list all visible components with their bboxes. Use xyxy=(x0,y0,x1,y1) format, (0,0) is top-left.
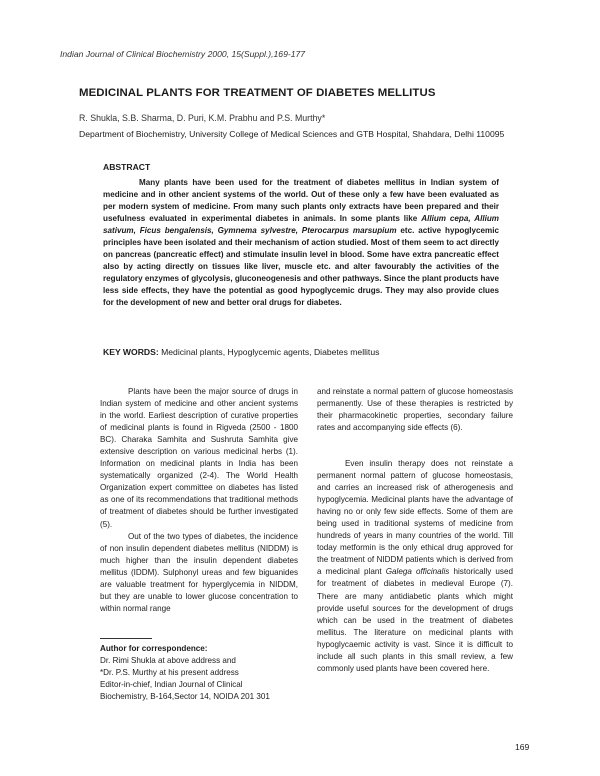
page-number: 169 xyxy=(515,742,530,752)
correspondence-line: *Dr. P.S. Murthy at his present address xyxy=(100,668,239,677)
body-paragraph-1: Plants have been the major source of drugs in Indian system of medicine and other ancient systems in the world. Earliest description of curative properties of medicinal plants is found in Rigveda (2500 - 1800 BC). Charaka Samhita and Sushruta Samhita give extensive description on various medicinal herbs (1). Information on medicinal plants in India has been systematically organized (2-4). The World Health Organization expert committee on diabetes has listed as one of its recommendations that traditional methods of treatment of diabetes should be further investigated (5). xyxy=(100,387,298,529)
abstract-text-part1: Many plants have been used for the treatment of diabetes mellitus in Indian system of medicine and in other ancient systems of the world. Out of these only a few have been evaluated as per modern system of medicine. From many such plants only extracts have been prepared and their usefulness evaluated in experimental diabetes in animals. In some plants like xyxy=(103,178,499,224)
keywords-text: Medicinal plants, Hypoglycemic agents, Diabetes mellitus xyxy=(158,347,380,357)
abstract-heading: ABSTRACT xyxy=(103,162,151,172)
body-left-column-top xyxy=(100,386,298,531)
body-paragraph-4-part2: historically used for treatment of diabetes in medieval Europe (7). There are many antidiabetic plants which might provide useful sources for the development of drugs which can be used in the treatment of diabetes mellitus. The literature on medicinal plants with hypoglycaemic activity is vast. Since it is difficult to include all such plants in this small review, a few commonly used plants have been covered here. xyxy=(317,567,513,673)
body-left-column-bottom xyxy=(100,531,298,615)
correspondence-line: Dr. Rimi Shukla at above address and xyxy=(100,656,236,665)
author-list: R. Shukla, S.B. Sharma, D. Puri, K.M. Prabhu and P.S. Murthy* xyxy=(79,113,326,123)
body-paragraph-3: and reinstate a normal pattern of glucose homeostasis permanently. Use of these therapies is restricted by their pharmacokinetic properties, secondary failure rates and accompanying side effects (6). xyxy=(317,387,513,433)
affiliation: Department of Biochemistry, University College of Medical Sciences and GTB Hospital, Shahdara, Delhi 110095 xyxy=(79,129,505,139)
correspondence-line: Editor-in-chief, Indian Journal of Clinical xyxy=(100,680,243,689)
article-title: MEDICINAL PLANTS FOR TREATMENT OF DIABETES MELLITUS xyxy=(79,87,436,99)
body-paragraph-4-part1: Even insulin therapy does not reinstate a permanent normal pattern of glucose homeostasis, and carries an increased risk of atherogenesis and hypoglycemia. Medicinal plants have the advantage of having no or only few side effects. Some of them are being used in traditional systems of medicine from hundreds of years in many countries of the world. Till today metformin is the only ethical drug approved for the treatment of NIDDM patients which is derived from a medicinal plant xyxy=(317,459,513,577)
correspondence-line: Biochemistry, B-164,Sector 14, NOIDA 201 301 xyxy=(100,692,270,701)
footnote-divider xyxy=(100,638,152,639)
correspondence-heading: Author for correspondence: xyxy=(100,644,208,653)
body-paragraph-4 xyxy=(317,458,513,675)
abstract-text xyxy=(103,177,499,310)
body-right-column-bottom xyxy=(317,458,513,675)
correspondence-note xyxy=(100,643,300,703)
keywords-label: KEY WORDS: xyxy=(103,347,159,357)
body-paragraph-2: Out of the two types of diabetes, the incidence of non insulin dependent diabetes mellitus (NIDDM) is much higher than the insulin dependent diabetes mellitus (IDDM). Sulphonyl ureas and few biguanides are valuable treatment for hyperglycemia in NIDDM, but they are unable to lower glucose concentration to within normal range xyxy=(100,532,298,614)
abstract-text-part2: etc. active hypoglycemic principles have been isolated and their mechanism of action studied. Most of them seem to act directly on pancreas (pancreatic effect) and stimulate insulin level in blood. Some have extra pancreatic effect also by acting directly on tissues like liver, muscle etc. and alter favourably the activities of the regulatory enzymes of glycolysis, gluconeogenesis and other pathways. Since the plant products have less side effects, they have the potential as good hypoglycemic drugs. They may also provide clues for the development of new and better oral drugs for diabetes. xyxy=(103,226,499,308)
body-species: Galega officinalis xyxy=(385,567,450,577)
body-right-column-top xyxy=(317,386,513,434)
keywords xyxy=(103,347,379,357)
journal-citation: Indian Journal of Clinical Biochemistry 2000, 15(Suppl.),169-177 xyxy=(60,49,306,59)
abstract-species: Allium cepa, Allium sativum, Ficus bengalensis, Gymnema sylvestre, Pterocarpus marsupium xyxy=(103,214,500,236)
